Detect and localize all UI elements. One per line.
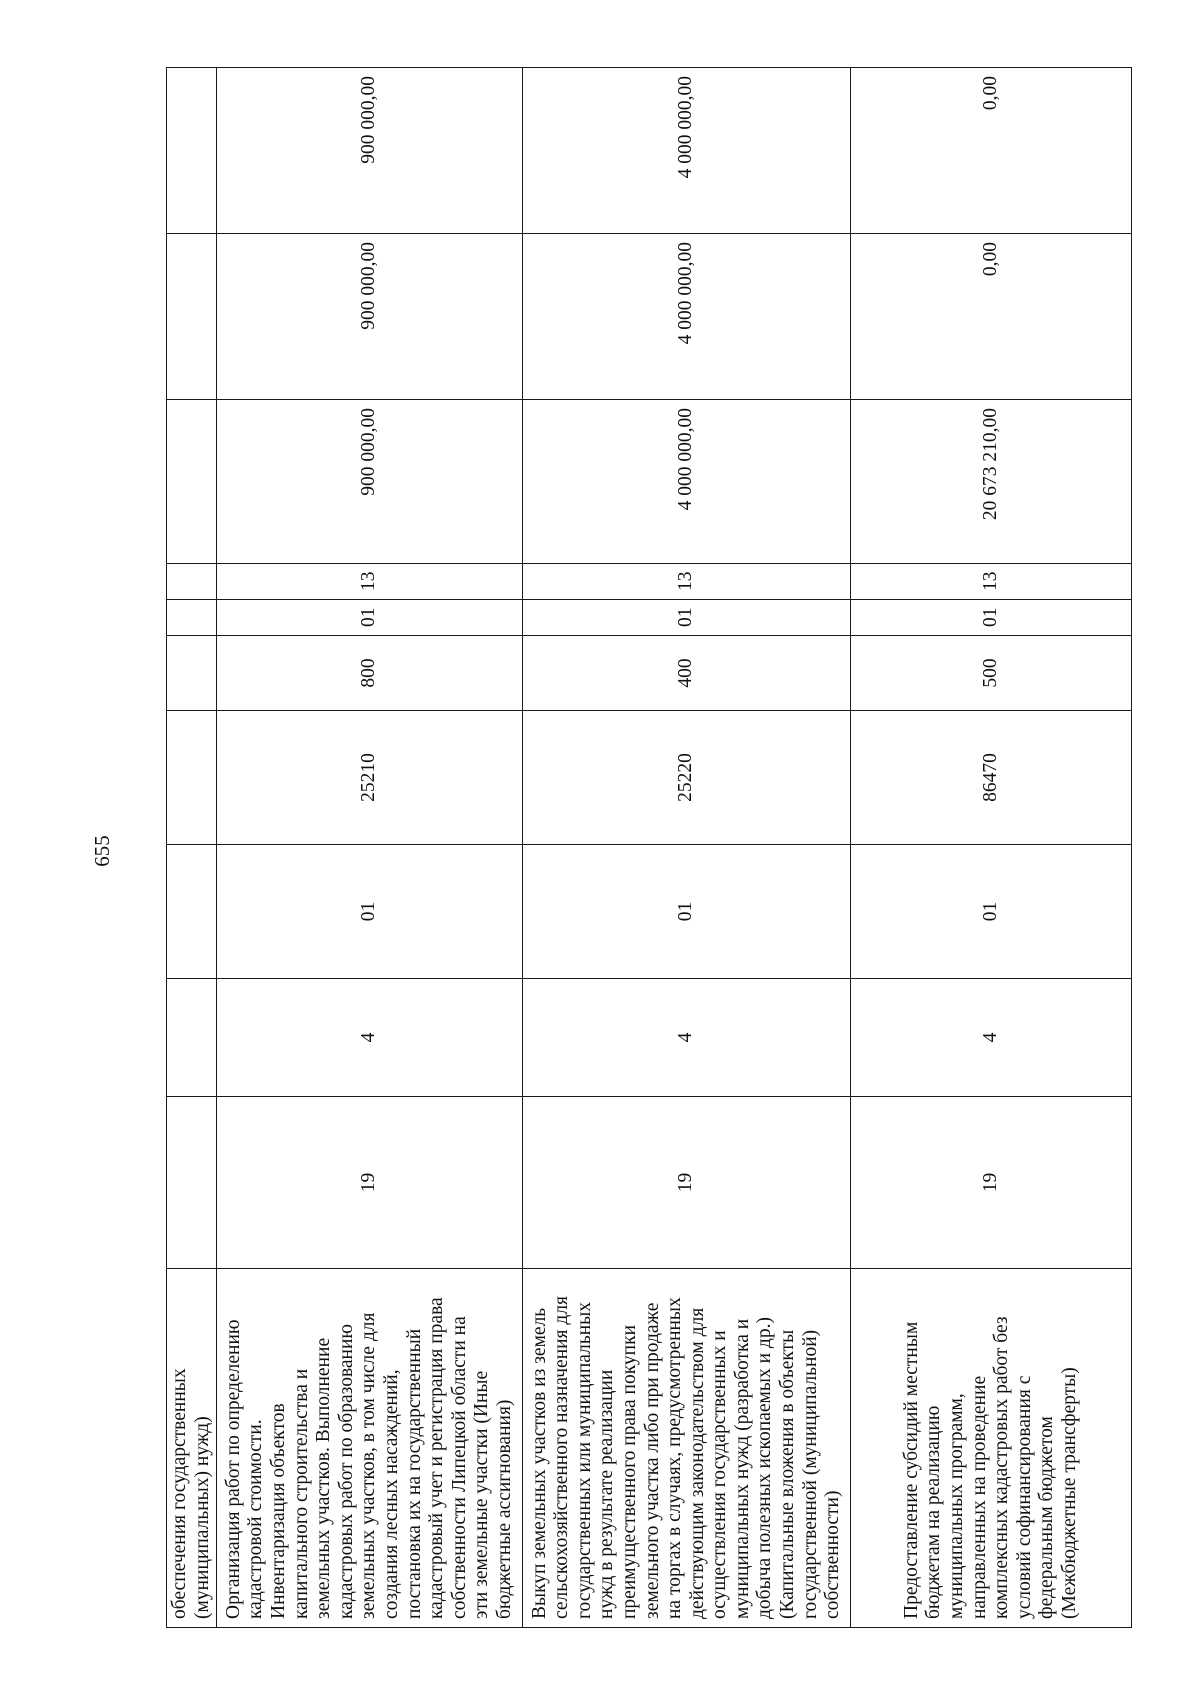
page-number: 655 [90, 835, 114, 867]
amount-year-2 [167, 234, 217, 400]
description-line: сельскохозяйственного назначения для [551, 1295, 573, 1619]
code-subsection [167, 564, 217, 600]
row-description [851, 1269, 1132, 1628]
description-line: земельных участков. Выполнение [313, 1337, 335, 1619]
description-line: (Капитальные вложения в объекты [777, 1329, 799, 1619]
description-line: обеспечения государственных [169, 1368, 190, 1619]
description-line: нужд в результате реализации [596, 1369, 618, 1619]
code-direction [167, 711, 217, 845]
description-line: постановка их на государственный [403, 1328, 425, 1619]
code-section: 01 [851, 600, 1132, 636]
code-subsection: 13 [851, 564, 1132, 600]
amount-year-1 [167, 400, 217, 564]
code-main-event: 01 [851, 845, 1132, 979]
description-line: государственных или муниципальных [573, 1302, 595, 1619]
table-row [217, 68, 523, 1628]
description-line: федеральным бюджетом [1036, 1416, 1058, 1619]
amount-year-3: 900 000,00 [217, 68, 523, 234]
description-line: осуществления государственных и [709, 1330, 731, 1619]
description-line: кадастровой стоимости. [245, 1419, 267, 1619]
description-line: условий софинансирования с [1013, 1375, 1035, 1619]
code-direction: 25220 [523, 711, 851, 845]
row-description [523, 1269, 851, 1628]
row-description [167, 1269, 217, 1628]
description-line: кадастровый учет и регистрация права [426, 1297, 448, 1619]
code-subsection: 13 [523, 564, 851, 600]
code-section [167, 600, 217, 636]
description-line: кадастровых работ по образованию [335, 1324, 357, 1619]
code-subprogram: 4 [523, 979, 851, 1097]
code-program: 19 [523, 1097, 851, 1269]
description-line: комплексных кадастровых работ без [991, 1316, 1013, 1619]
description-line: собственности) [822, 1490, 844, 1619]
description-line: направленных на проведение [968, 1375, 990, 1619]
code-section: 01 [523, 600, 851, 636]
description-line: создания лесных насаждений, [380, 1369, 402, 1619]
description-line: Выкуп земельных участков из земель [528, 1307, 550, 1619]
description-line: муниципальных программ, [946, 1393, 967, 1619]
code-main-event: 01 [523, 845, 851, 979]
amount-year-1: 900 000,00 [217, 400, 523, 564]
code-main-event: 01 [217, 845, 523, 979]
rotated-frame [166, 68, 1130, 1628]
table-row [167, 68, 217, 1628]
code-direction: 86470 [851, 711, 1132, 845]
amount-year-1: 20 673 210,00 [851, 400, 1132, 564]
description-line: (Межбюджетные трансферты) [1058, 1367, 1080, 1619]
code-subprogram: 4 [851, 979, 1132, 1097]
table-row [523, 68, 851, 1628]
code-subprogram: 4 [217, 979, 523, 1097]
description-line: Предоставление субсидий местным [900, 1321, 922, 1619]
row-description [217, 1269, 523, 1628]
description-line: бюджетные ассигнования) [493, 1399, 515, 1619]
amount-year-3 [167, 68, 217, 234]
description-line: государственной (муниципальной) [799, 1329, 821, 1619]
code-section: 01 [217, 600, 523, 636]
table-row [851, 68, 1132, 1628]
description-line: добыча полезных ископаемых и др.) [754, 1317, 776, 1619]
description-line: бюджетам на реализацию [923, 1405, 945, 1619]
amount-year-3: 4 000 000,00 [523, 68, 851, 234]
amount-year-1: 4 000 000,00 [523, 400, 851, 564]
code-program [167, 1097, 217, 1269]
code-subprogram [167, 979, 217, 1097]
description-line: земельного участка либо при продаже [641, 1302, 663, 1619]
table-body [167, 68, 1132, 1628]
code-program: 19 [217, 1097, 523, 1269]
description-line: преимущественного права покупки [618, 1324, 640, 1619]
code-subsection: 13 [217, 564, 523, 600]
code-expense-type [167, 636, 217, 711]
description-line: действующим законодательством для [686, 1307, 708, 1619]
amount-year-2: 900 000,00 [217, 234, 523, 400]
amount-year-2: 4 000 000,00 [523, 234, 851, 400]
code-expense-type: 400 [523, 636, 851, 711]
description-line: собственности Липецкой области на [448, 1316, 470, 1619]
amount-year-3: 0,00 [851, 68, 1132, 234]
description-line: земельных участков, в том числе для [358, 1312, 380, 1619]
code-program: 19 [851, 1097, 1132, 1269]
code-direction: 25210 [217, 711, 523, 845]
description-line: капитального строительства и [290, 1368, 312, 1619]
description-line: Инвентаризация объектов [268, 1403, 290, 1619]
rotated-sheet [166, 68, 1130, 1628]
amount-year-2: 0,00 [851, 234, 1132, 400]
description-line: (муниципальных) нужд) [191, 1416, 213, 1619]
description-line: муниципальных нужд (разработка и [731, 1318, 753, 1619]
description-line: на торгах в случаях, предусмотренных [664, 1297, 686, 1619]
description-line: эти земельные участки (Иные [471, 1370, 493, 1619]
description-line: Организация работ по определению [222, 1319, 244, 1619]
code-expense-type: 800 [217, 636, 523, 711]
budget-table [166, 67, 1132, 1628]
code-expense-type: 500 [851, 636, 1132, 711]
code-main-event [167, 845, 217, 979]
